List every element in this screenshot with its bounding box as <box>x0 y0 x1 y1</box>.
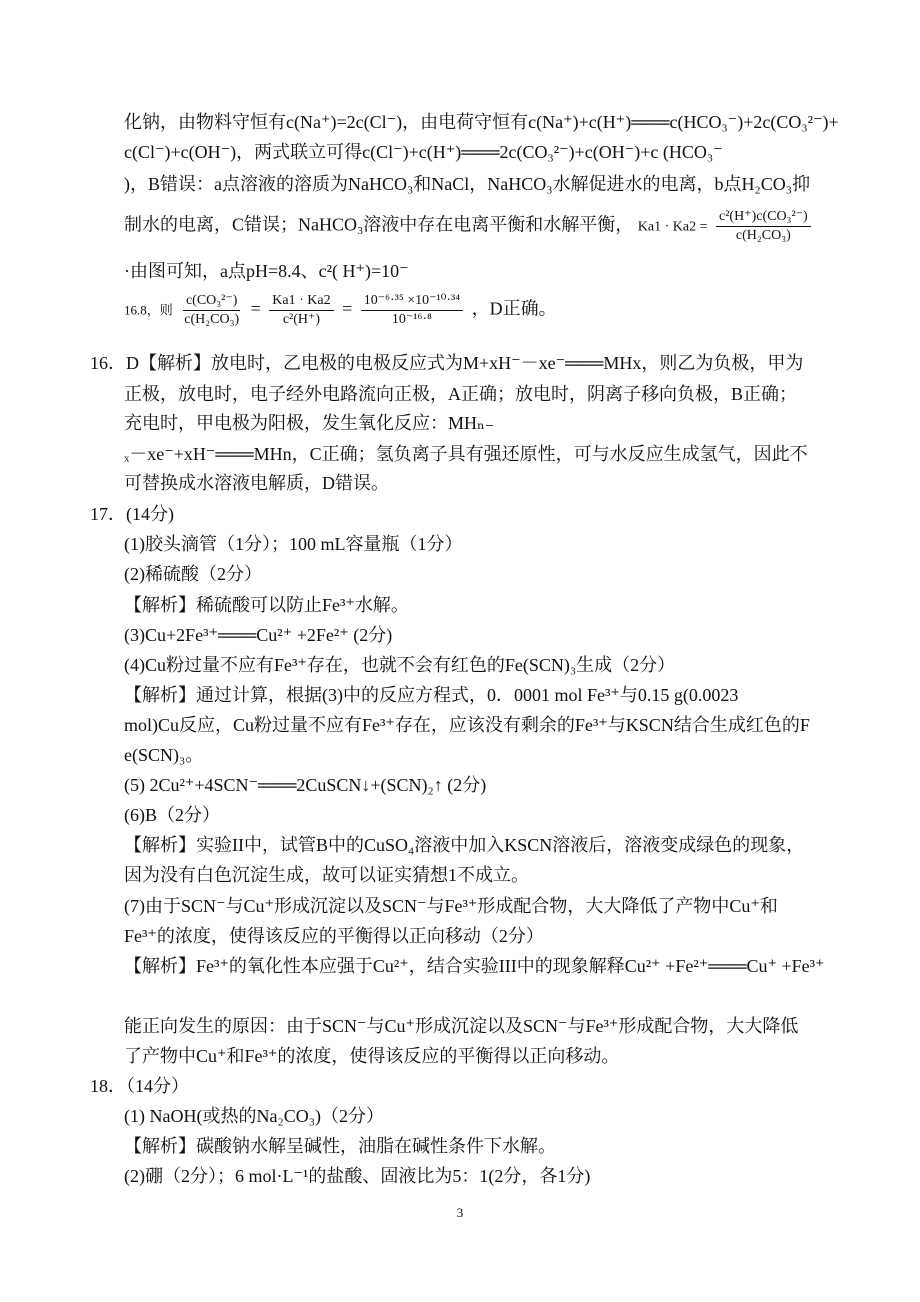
text-line: (4)Cu粉过量不应有Fe³⁺存在，也就不会有红色的Fe(SCN)₃生成（2分） <box>124 655 676 675</box>
text-line: 16．D【解析】放电时，乙电极的电极反应式为M+xH⁻－xe⁻═══MHx，则乙为负极，甲为 <box>90 353 804 373</box>
fraction-denominator: c²(H⁺) <box>282 312 321 327</box>
text-line: (3)Cu+2Fe³⁺═══Cu²⁺ +2Fe²⁺ (2分) <box>124 625 393 645</box>
fraction <box>361 292 463 329</box>
fraction-denominator: c(H₂CO₃) <box>735 228 791 243</box>
fraction <box>716 208 811 245</box>
text-line: (1)胶头滴管（1分）；100 mL容量瓶（1分） <box>124 534 463 554</box>
text-line: (2)硼（2分）；6 mol·L⁻¹的盐酸、固液比为5：1(2分，各1分) <box>124 1166 591 1186</box>
text-line: (1) NaOH(或热的Na₂CO₃)（2分） <box>124 1106 385 1126</box>
page-number: 3 <box>456 1205 464 1220</box>
text-line: 【解析】通过计算，根据(3)中的反应方程式，0．0001 mol Fe³⁺与0.15 g(0.0023 <box>124 685 739 705</box>
text-line: mol)Cu反应，Cu粉过量不应有Fe³⁺存在，应该没有剩余的Fe³⁺与KSCN结合生成红色的F <box>124 715 810 735</box>
text-segment: 制水的电离，C错误；NaHCO₃溶液中存在电离平衡和水解平衡， <box>124 214 634 235</box>
text-line-with-formula <box>124 292 557 329</box>
text-line-with-formula <box>124 208 815 245</box>
text-line: e(SCN)₃。 <box>124 745 204 765</box>
text-line: 17．(14分) <box>90 504 174 524</box>
ka-product: Ka1 · Ka2 = <box>637 219 708 235</box>
text-segment: 16.8，则 <box>124 302 173 318</box>
equals-sign: = <box>250 298 261 319</box>
text-line: 正极，放电时，电子经外电路流向正极，A正确；放电时，阴离子移向负极，B正确； <box>124 384 798 404</box>
fraction-denominator: c(H₂CO₃) <box>184 312 240 327</box>
text-line: ·由图可知，a点pH=8.4、c²( H⁺)=10⁻ <box>124 261 409 281</box>
fraction-numerator: c(CO₃²⁻) <box>183 292 240 311</box>
text-line: 充电时，甲电极为阳极，发生氧化反应：MHₙ₋ <box>124 413 495 433</box>
text-line: 【解析】Fe³⁺的氧化性本应强于Cu²⁺，结合实验III中的现象解释Cu²⁺ +Fe²⁺═══Cu⁺ +Fe³⁺ <box>124 956 825 976</box>
fraction <box>269 292 333 329</box>
text-line: (5) 2Cu²⁺+4SCN⁻═══2CuSCN↓+(SCN)₂↑ (2分) <box>124 775 487 795</box>
fraction-numerator: c²(H⁺)c(CO₃²⁻) <box>716 208 811 227</box>
fraction <box>181 292 242 329</box>
text-line: )，B错误：a点溶液的溶质为NaHCO₃和NaCl，NaHCO₃水解促进水的电离，b点H₂CO₃抑 <box>124 174 811 194</box>
text-line: 能正向发生的原因：由于SCN⁻与Cu⁺形成沉淀以及SCN⁻与Fe³⁺形成配合物，大大降低 <box>124 1016 799 1036</box>
text-line: (7)由于SCN⁻与Cu⁺形成沉淀以及SCN⁻与Fe³⁺形成配合物，大大降低了产物中Cu⁺和 <box>124 896 778 916</box>
text-line: 可替换成水溶液电解质，D错误。 <box>124 473 389 493</box>
equals-sign: = <box>342 298 353 319</box>
text-segment: ，D正确。 <box>471 298 557 319</box>
text-line: 【解析】稀硫酸可以防止Fe³⁺水解。 <box>124 595 409 615</box>
text-line: 【解析】碳酸钠水解呈碱性，油脂在碱性条件下水解。 <box>124 1136 556 1156</box>
text-line: 了产物中Cu⁺和Fe³⁺的浓度，使得该反应的平衡得以正向移动。 <box>124 1046 620 1066</box>
text-line: (6)B（2分） <box>124 805 220 825</box>
text-line: Fe³⁺的浓度，使得该反应的平衡得以正向移动（2分） <box>124 926 544 946</box>
text-line: 18．（14分） <box>90 1076 189 1096</box>
fraction-numerator: Ka1 · Ka2 <box>269 292 333 311</box>
text-line: 因为没有白色沉淀生成，故可以证实猜想1不成立。 <box>124 865 529 885</box>
text-line: 化钠，由物料守恒有c(Na⁺)=2c(Cl⁻)，由电荷守恒有c(Na⁺)+c(H⁺)═══c(HCO₃⁻)+2c(CO₃²⁻)+ <box>124 112 839 132</box>
text-line: (2)稀硫酸（2分） <box>124 564 262 584</box>
text-line: ₓ－xe⁻+xH⁻═══MHn，C正确；氢负离子具有强还原性，可与水反应生成氢气，因此不 <box>124 444 808 464</box>
fraction-numerator: 10⁻⁶·³⁵ ×10⁻¹⁰·³⁴ <box>361 292 463 311</box>
text-line: c(Cl⁻)+c(OH⁻)，两式联立可得c(Cl⁻)+c(H⁺)═══2c(CO₃²⁻)+c(OH⁻)+c (HCO₃⁻ <box>124 142 723 162</box>
text-line: 【解析】实验II中，试管B中的CuSO₄溶液中加入KSCN溶液后，溶液变成绿色的现象， <box>124 835 805 855</box>
fraction-denominator: 10⁻¹⁶·⁸ <box>391 312 432 327</box>
